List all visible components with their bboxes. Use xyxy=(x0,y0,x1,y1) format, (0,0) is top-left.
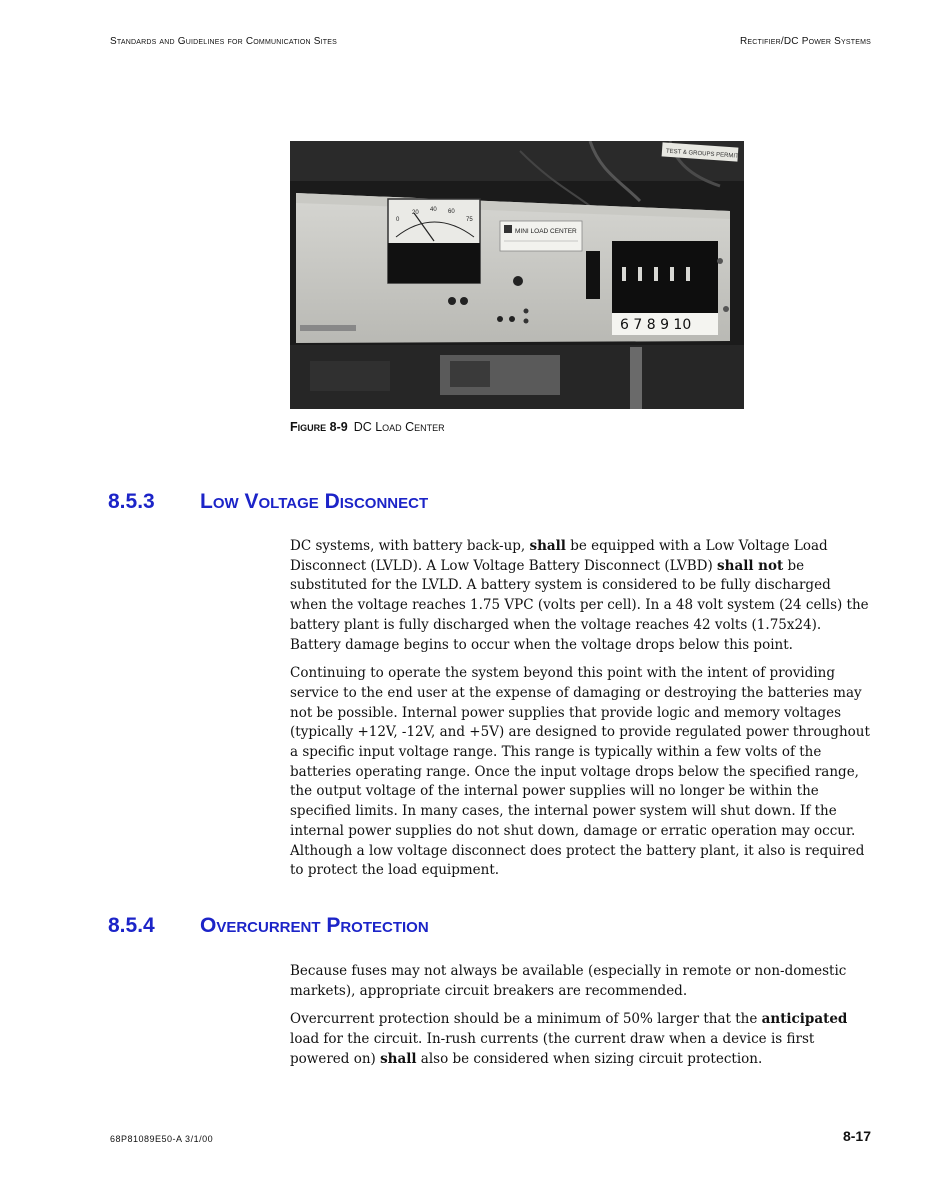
meter-tick: 75 xyxy=(466,217,473,223)
figure-number: Figure 8-9 xyxy=(290,420,348,434)
section-title: Low Voltage Disconnect xyxy=(200,490,429,513)
section-number: 8.5.4 xyxy=(108,914,155,937)
text-run: load for the circuit. In-rush currents (the current draw when a device is first powered on) xyxy=(290,1031,815,1067)
figure-title: DC Load Center xyxy=(353,420,445,434)
section-heading-853 xyxy=(108,490,428,514)
page-number: 8-17 xyxy=(842,1128,871,1144)
fuse-numbers: 6 7 8 9 10 xyxy=(620,317,692,333)
text-run: also be considered when sizing circuit protection. xyxy=(416,1050,763,1067)
paragraph: Continuing to operate the system beyond this point with the intent of providing service to the end user at the expense of damaging or destroying the batteries may not be possible. Internal power supplies that provide logic and memory voltages (typically +12V, -12V, and +5V) are designed to provide regulated power throughout a specific input voltage range. This range is typically within a few volts of the batteries operating range. Once the input voltage drops below the specified range, the output voltage of the internal power supplies will no longer be within the specified limits. In many cases, the internal power system will shut down. If the internal power supplies do not shut down, damage or erratic operation may occur. Although a low voltage disconnect does protect the battery plant, it also is required to protect the load equipment. xyxy=(290,665,870,879)
section-number: 8.5.3 xyxy=(108,490,155,513)
panel-label: MINI LOAD CENTER xyxy=(515,228,577,235)
meter-tick: 20 xyxy=(412,210,419,216)
running-header-left: Standards and Guidelines for Communication Sites xyxy=(110,36,337,47)
emphasis-text: anticipated xyxy=(761,1011,848,1028)
photo-tag: TEST & GROUPS PERMIT xyxy=(665,148,739,160)
meter-tick: 40 xyxy=(430,207,437,213)
text-run: Overcurrent protection should be a minimum of 50% larger that the xyxy=(290,1011,762,1028)
text-run: be equipped with a Low Voltage Load Disconnect (LVLD). A Low Voltage Battery Disconnect (LVBD) xyxy=(290,538,828,574)
meter-tick: 0 xyxy=(396,217,400,223)
section-heading-854 xyxy=(108,914,429,938)
section-854-body xyxy=(290,962,870,1079)
document-id: 68P81089E50-A 3/1/00 xyxy=(110,1134,214,1144)
section-853-body xyxy=(290,537,870,890)
emphasis-text: shall xyxy=(529,538,566,554)
section-title: Overcurrent Protection xyxy=(200,914,429,937)
emphasis-text: shall xyxy=(380,1050,417,1067)
text-run: DC systems, with battery back-up, xyxy=(290,538,530,554)
meter-tick: 60 xyxy=(448,209,455,215)
dc-load-center-photo xyxy=(290,141,744,409)
paragraph: Because fuses may not always be available (especially in remote or non-domestic markets), appropriate circuit breakers are recommended. xyxy=(290,963,847,999)
photo-illustration xyxy=(290,141,744,409)
running-header-right: Rectifier/DC Power Systems xyxy=(740,36,871,47)
paragraph xyxy=(290,1010,870,1069)
figure-caption xyxy=(290,420,445,434)
paragraph xyxy=(290,537,870,655)
emphasis-text: shall not xyxy=(717,557,784,574)
text-run: be substituted for the LVLD. A battery system is considered to be fully discharged when the voltage reaches 1.75 VPC (volts per cell). In a 48 volt system (24 cells) the battery plant is fully discharged when the voltage reaches 42 volts (1.75x24). Battery damage begins to occur when the voltage drops below this point. xyxy=(290,557,869,653)
